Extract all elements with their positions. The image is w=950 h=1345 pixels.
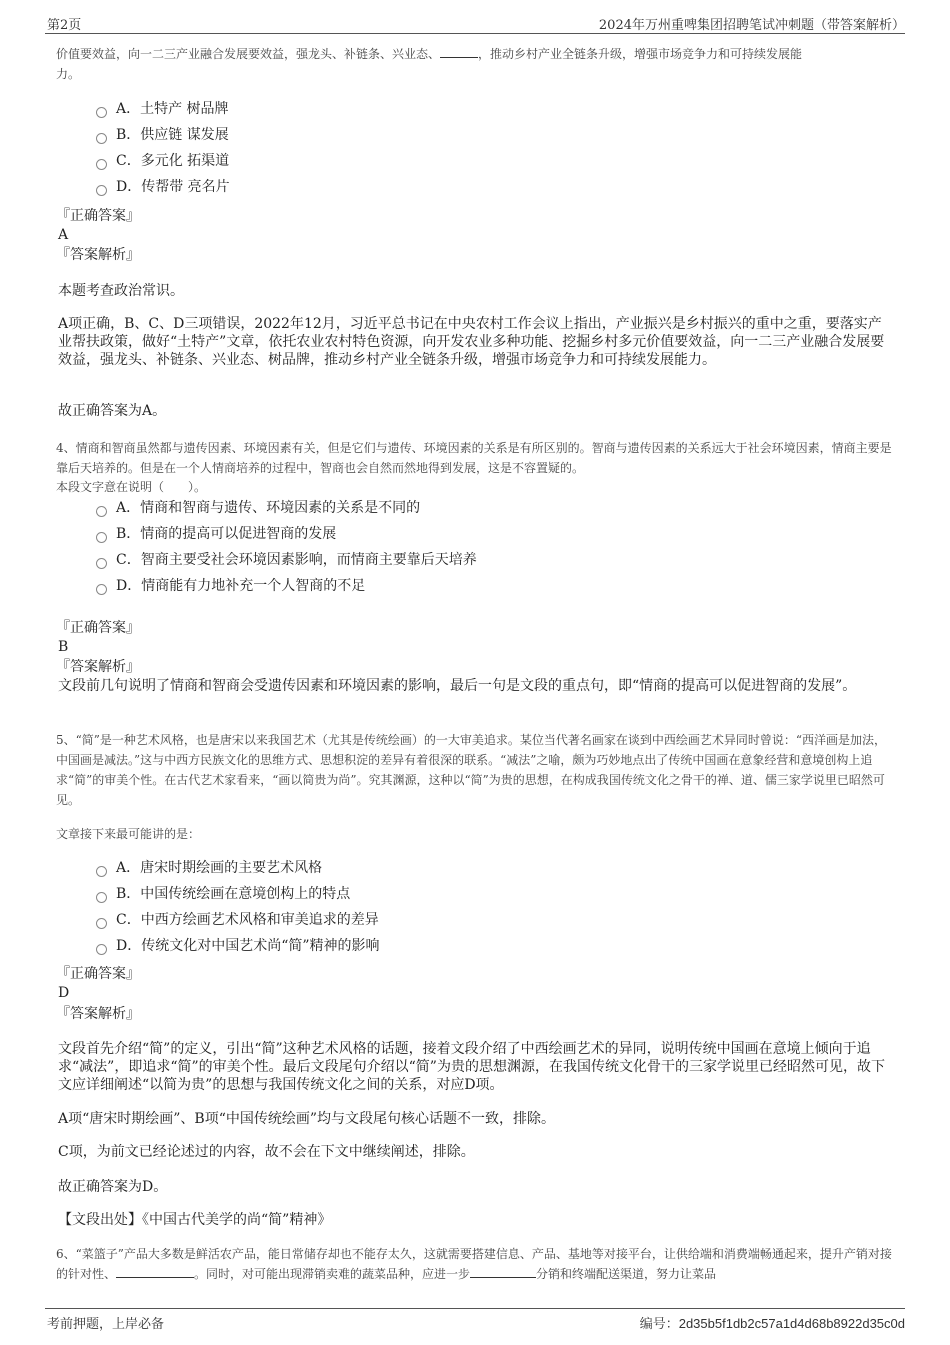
q4-prompt: 本段文字意在说明（ ）。 — [56, 480, 207, 494]
q5-analysis-p4: 故正确答案为D。 — [58, 1179, 168, 1195]
page-footer — [45, 1313, 905, 1333]
footer-slogan: 考前押题，上岸必备 — [47, 1317, 165, 1332]
radio-icon[interactable] — [96, 892, 107, 903]
footer-divider — [45, 1308, 905, 1309]
serial-code: 2d35b5f1db2c57a1d4d68b8922d35c0d — [678, 1316, 905, 1331]
q4-option-a[interactable]: A．情商和智商与遗传、环境因素的关系是不同的 — [96, 498, 420, 518]
document-title: 2024年万州重啤集团招聘笔试冲刺题（带答案解析） — [598, 18, 905, 33]
q4-option-c[interactable]: C．智商主要受社会环境因素影响，而情商主要靠后天培养 — [96, 550, 477, 570]
q6-blank-1 — [116, 1265, 194, 1278]
q3-analysis-p3: 故正确答案为A。 — [58, 403, 167, 419]
q5-analysis-label: 『答案解析』 — [56, 1006, 140, 1022]
q3-answer: A — [58, 227, 69, 243]
q3-answer-label: 『正确答案』 — [56, 208, 140, 224]
q5-option-a[interactable]: A．唐宋时期绘画的主要艺术风格 — [96, 858, 322, 878]
header-divider — [45, 33, 905, 34]
radio-icon[interactable] — [96, 584, 107, 595]
q5-option-c[interactable]: C．中西方绘画艺术风格和审美追求的差异 — [96, 910, 379, 930]
page-header — [45, 14, 905, 34]
q5-answer-label: 『正确答案』 — [56, 966, 140, 982]
q5-analysis-p1: 文段首先介绍“简”的定义，引出“简”这种艺术风格的话题，接着文段介绍了中西绘画艺术的异同，说明传统中国画在意境上倾向于追求“减法”，即追求“简”的审美个性。最后文段尾句介绍以“简”为贵的思想渊源，在我国传统文化骨干的三家学说里已经昭然可见，故下文应详细阐述“以简为贵”的思想与我国传统文化之间的关系，对应D项。 — [58, 1041, 885, 1093]
q5-answer: D — [58, 985, 70, 1001]
q5-source-label: 【文段出处】 — [58, 1212, 142, 1228]
q5-analysis-p2: A项“唐宋时期绘画”、B项“中国传统绘画”均与文段尾句核心话题不一致，排除。 — [58, 1111, 556, 1127]
q3-stem: 价值要效益，向一二三产业融合发展要效益，强龙头、补链条、兴业态、 ，推动乡村产业全链条升级，增强市场竞争力和可持续发展能 力。 — [56, 47, 803, 81]
radio-icon[interactable] — [96, 532, 107, 543]
q4-analysis-label: 『答案解析』 — [56, 659, 140, 675]
q4-stem: 4、情商和智商虽然都与遗传因素、环境因素有关，但是它们与遗传、环境因素的关系是有所区别的。智商与遗传因素的关系远大于社会环境因素，情商主要是靠后天培养的。但是在一个人情商培养的过程中，智商也会自然而然地得到发展，这是不容置疑的。 — [56, 441, 892, 475]
q3-option-c[interactable]: C．多元化 拓渠道 — [96, 151, 229, 171]
radio-icon[interactable] — [96, 918, 107, 929]
q5-option-d[interactable]: D．传统文化对中国艺术尚“简”精神的影响 — [96, 936, 380, 956]
q3-analysis-p2: A项正确，B、C、D三项错误，2022年12月，习近平总书记在中央农村工作会议上指出，产业振兴是乡村振兴的重中之重，要落实产业帮扶政策，做好“土特产”文章，依托农业农村特色资源，向开发农业多种功能、挖掘乡村多元价值要效益，向一二三产业融合发展要效益，强龙头、补链条、兴业态、树品牌，推动乡村产业全链条升级，增强市场竞争力和可持续发展能力。 — [58, 316, 885, 368]
radio-icon[interactable] — [96, 866, 107, 877]
q5-prompt: 文章接下来最可能讲的是： — [56, 827, 201, 841]
q5-source — [58, 1211, 893, 1229]
q5-analysis-p3: C项，为前文已经论述过的内容，故不会在下文中继续阐述，排除。 — [58, 1144, 475, 1160]
q6-stem: 6、“菜篮子”产品大多数是鲜活农产品，能日常储存却也不能存太久，这就需要搭建信息、产品、基地等对接平台，让供给端和消费端畅通起来，提升产销对接的针对性、 。同时，对可能出现滞销卖难的蔬菜品种，应进一步 分销和终端配送渠道，努力让菜品 — [56, 1247, 892, 1281]
q3-analysis-p1: 本题考查政治常识。 — [58, 283, 184, 299]
q3-analysis-label: 『答案解析』 — [56, 247, 140, 263]
q3-option-d[interactable]: D．传帮带 亮名片 — [96, 177, 230, 197]
radio-icon[interactable] — [96, 558, 107, 569]
radio-icon[interactable] — [96, 185, 107, 196]
radio-icon[interactable] — [96, 159, 107, 170]
radio-icon[interactable] — [96, 133, 107, 144]
radio-icon[interactable] — [96, 944, 107, 955]
footer-serial: 编号：2d35b5f1db2c57a1d4d68b8922d35c0d — [639, 1316, 905, 1332]
q4-option-d[interactable]: D．情商能有力地补充一个人智商的不足 — [96, 576, 365, 596]
page-number: 第2页 — [47, 18, 82, 33]
q3-blank — [440, 45, 478, 58]
q3-option-a[interactable]: A．土特产 树品牌 — [96, 99, 229, 119]
q5-source-title: 《中国古代美学的尚“简”精神》 — [142, 1212, 332, 1228]
radio-icon[interactable] — [96, 107, 107, 118]
q3-option-b[interactable]: B．供应链 谋发展 — [96, 125, 229, 145]
q4-answer: B — [58, 639, 69, 655]
q4-option-b[interactable]: B．情商的提高可以促进智商的发展 — [96, 524, 336, 544]
radio-icon[interactable] — [96, 506, 107, 517]
q4-analysis: 文段前几句说明了情商和智商会受遗传因素和环境因素的影响，最后一句是文段的重点句，即“情商的提高可以促进智商的发展”。 — [58, 678, 857, 694]
q6-blank-2 — [470, 1265, 536, 1278]
q4-answer-label: 『正确答案』 — [56, 620, 140, 636]
q5-stem: 5、“简”是一种艺术风格，也是唐宋以来我国艺术（尤其是传统绘画）的一大审美追求。某位当代著名画家在谈到中西绘画艺术异同时曾说：“西洋画是加法，中国画是减法。”这与中西方民族文化的思维方式、思想积淀的差异有着很深的联系。“减法”之喻，颇为巧妙地点出了传统中国画在意象经营和意境创构上追求“简”的审美个性。在古代艺术家看来，“画以简贵为尚”。究其渊源，这种以“简”为贵的思想，在构成我国传统文化之骨干的禅、道、儒三家学说里已昭然可见。 — [56, 733, 887, 807]
q5-option-b[interactable]: B．中国传统绘画在意境创构上的特点 — [96, 884, 350, 904]
